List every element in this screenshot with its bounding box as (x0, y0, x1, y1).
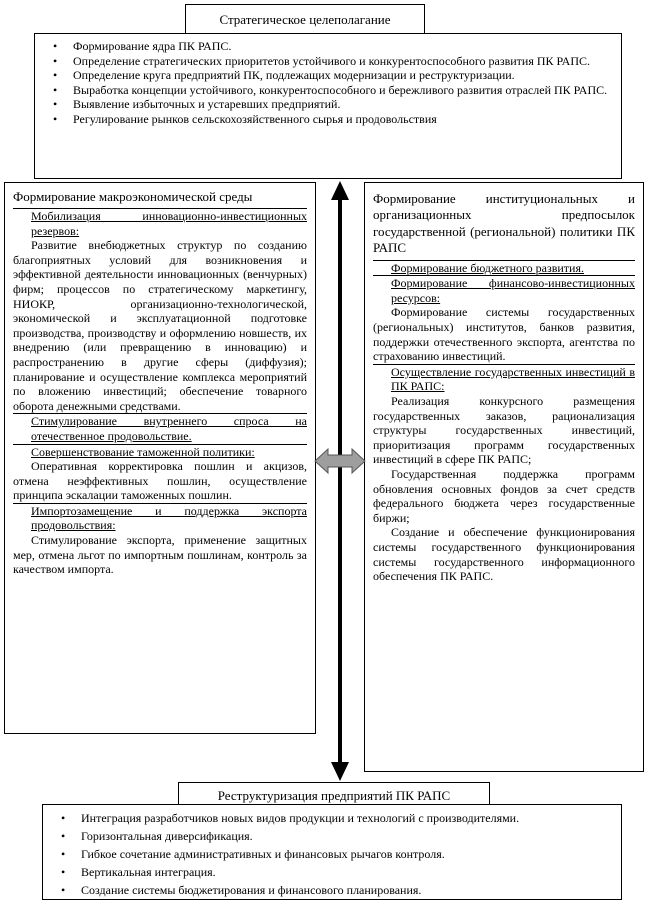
list-item: • Выявление избыточных и устаревших предприятий. (47, 97, 613, 112)
list-item: • Вертикальная интеграция. (55, 863, 615, 881)
institutional-text: Реализация конкурсного размещения государственных заказов, рационализация структуры государственных инвестиций, приоритизация программ государственных инвестиций в сфере ПК РАПС; (373, 393, 635, 467)
institutional-heading: Осуществление государственных инвестиций в ПК РАПС: (391, 364, 635, 394)
horizontal-double-arrow-icon (315, 449, 365, 473)
institutional-heading: Формирование бюджетного развития. (391, 260, 584, 275)
institutional-text: Формирование системы государственных (региональных) институтов, банков развития, поддержки отечественного экспорта, агентства по страхованию инвестиций. (373, 305, 635, 364)
restructuring-list (55, 809, 615, 899)
strategic-list (47, 39, 613, 127)
list-item: • Интеграция разработчиков новых видов продукции и технологий с производителями. (55, 809, 615, 827)
macro-heading: Мобилизация инновационно-инвестиционных резервов: (31, 209, 307, 238)
institutional-heading: Формирование финансово-инвестиционных ресурсов: (391, 276, 635, 305)
vertical-double-arrow-icon (331, 181, 349, 781)
restructuring-title: Реструктуризация предприятий ПК РАПС (217, 788, 451, 803)
strategic-title: Стратегическое целеполагание (219, 12, 391, 27)
list-item: • Определение круга предприятий ПК, подлежащих модернизации и реструктуризации. (47, 68, 613, 83)
list-item: • Гибкое сочетание административных и финансовых рычагов контроля. (55, 845, 615, 863)
list-item: • Формирование ядра ПК РАПС. (47, 39, 613, 54)
strategic-list-box (34, 33, 622, 179)
strategic-title-box (185, 4, 425, 34)
macro-heading: Импортозамещение и поддержка экспорта продовольствия: (31, 503, 307, 533)
institutional-title: Формирование институциональных и организационных предпосылок государственной (региональной) политики ПК РАПС (373, 191, 635, 256)
macro-title: Формирование макроэкономической среды (13, 189, 253, 204)
macro-text: Стимулирование экспорта, применение защитных мер, отмена льгот по импортным пошлинам, контроль за качеством импорта. (13, 533, 307, 577)
macro-text: Развитие внебюджетных структур по созданию благоприятных условий для возникновения и эффективной деятельности инновационных (венчурных) фирм; процессов по стратегическому маркетингу, НИОКР, организационно-технологической, экономической и эксплуатационной подготовке производства, производству и оформлению новшеств, их внедрению (или превращению в инновацию) и распространению в другие сферы (диффузия); планирование и осуществление комплекса мероприятий по вложению инвестиций; обеспечение товарного оборота денежными средствами. (13, 238, 307, 413)
list-item: • Регулирование рынков сельскохозяйственного сырья и продовольствия (47, 112, 613, 127)
list-item: • Определение стратегических приоритетов устойчивого и конкурентоспособного развития ПК РАПС. (47, 54, 613, 69)
institutional-box (364, 182, 644, 772)
macro-heading: Стимулирование внутреннего спроса на отечественное продовольствие. (31, 414, 307, 443)
macro-heading: Совершенствование таможенной политики: (31, 444, 255, 459)
list-item: • Горизонтальная диверсификация. (55, 827, 615, 845)
list-item: • Выработка концепции устойчивого, конкурентоспособного и бережливого развития отраслей ПК РАПС. (47, 83, 613, 98)
institutional-text: Государственная поддержка программ обновления основных фондов за счет средств федерального бюджета через государственные биржи; (373, 466, 635, 525)
list-item: • Создание системы бюджетирования и финансового планирования. (55, 881, 615, 899)
macro-text: Оперативная корректировка пошлин и акцизов, отмена неэффективных пошлин, осуществление принципа эскалации таможенных пошлин. (13, 459, 307, 503)
institutional-text: Создание и обеспечение функционирования системы государственного функционирования системы государственного информационного обеспечения ПК РАПС. (373, 525, 635, 584)
macro-box (4, 182, 316, 734)
restructuring-list-box (42, 804, 622, 900)
